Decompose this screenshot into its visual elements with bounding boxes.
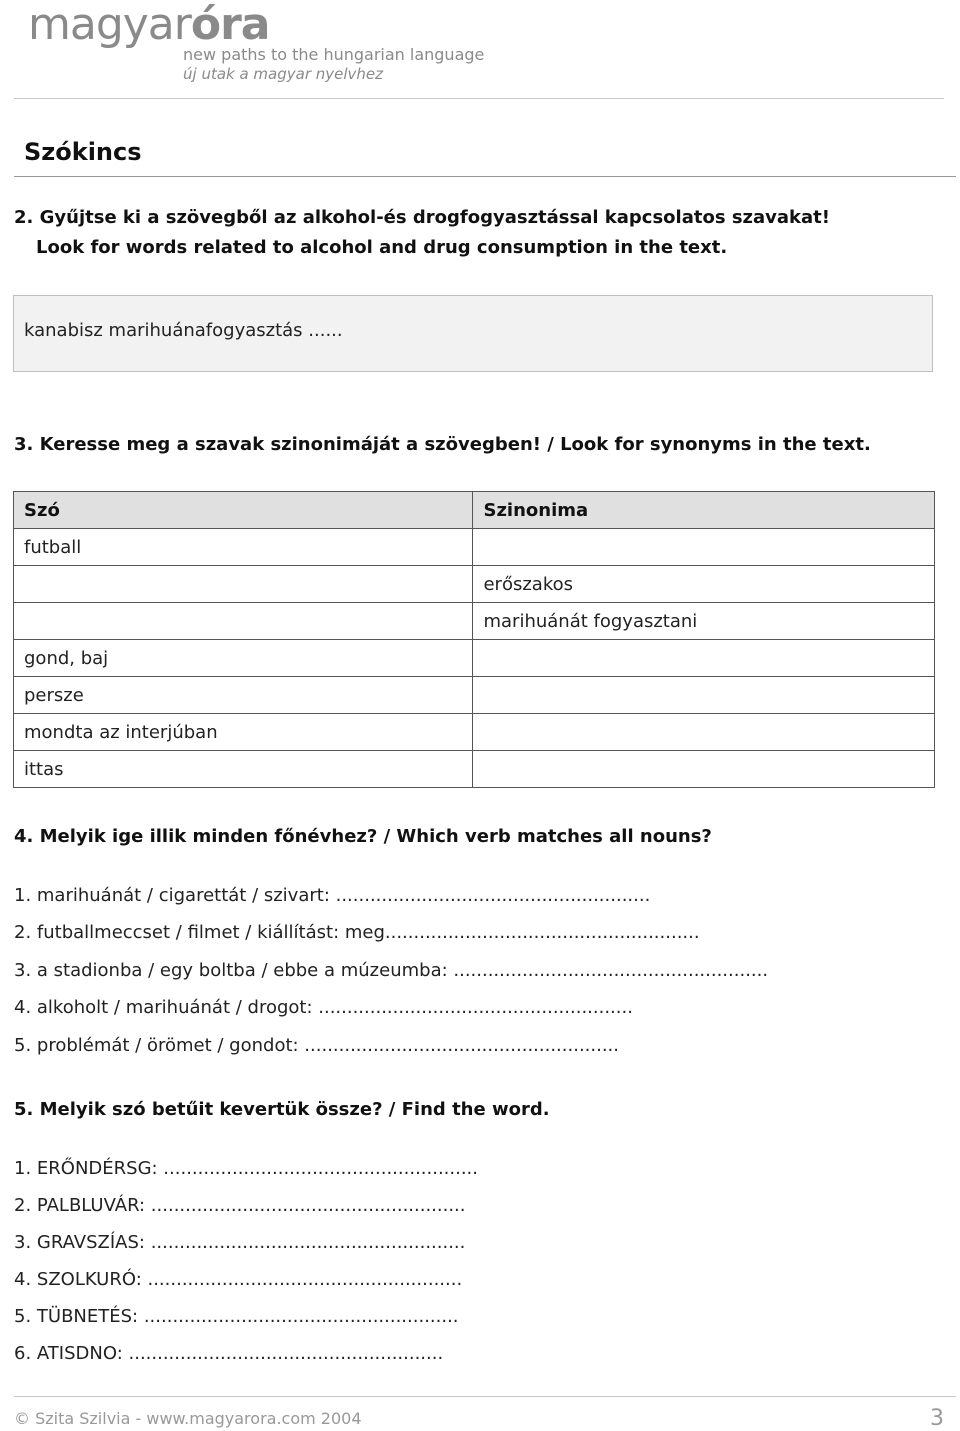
exercise4-item: 4. alkoholt / marihuánát / drogot: .......................................................	[14, 997, 633, 1018]
header-divider	[14, 98, 944, 99]
table-row	[14, 640, 935, 677]
synonym-cell[interactable]	[473, 529, 935, 566]
table-row	[14, 677, 935, 714]
logo-text-bold: óra	[190, 0, 270, 50]
table-row	[14, 714, 935, 751]
exercise5-item: 4. SZOLKURÓ: .......................................................	[14, 1269, 463, 1290]
table-row	[14, 529, 935, 566]
footer-divider	[14, 1396, 956, 1397]
synonym-cell[interactable]	[473, 714, 935, 751]
exercise5-item: 6. ATISDNO: .......................................................	[14, 1343, 444, 1364]
exercise4-item: 2. futballmeccset / filmet / kiállítást: meg.......................................................	[14, 922, 700, 943]
word-cell[interactable]: ittas	[14, 751, 473, 788]
title-divider	[14, 176, 956, 177]
section-title: Szókincs	[24, 138, 142, 166]
exercise4-item: 5. problémát / örömet / gondot: .......................................................	[14, 1035, 619, 1056]
exercise4-item: 1. marihuánát / cigarettát / szivart: .......................................................	[14, 885, 651, 906]
exercise2-instruction-en: Look for words related to alcohol and drug consumption in the text.	[36, 237, 728, 258]
header-synonym: Szinonima	[473, 492, 935, 529]
exercise3-instruction: 3. Keresse meg a szavak szinonimáját a szövegben! / Look for synonyms in the text.	[14, 434, 871, 455]
header-word: Szó	[14, 492, 473, 529]
exercise2-instruction-hu: 2. Gyűjtse ki a szövegből az alkohol-és drogfogyasztással kapcsolatos szavakat!	[14, 207, 830, 228]
page-number: 3	[930, 1406, 944, 1431]
synonym-cell[interactable]: marihuánát fogyasztani	[473, 603, 935, 640]
footer-copyright: © Szita Szilvia - www.magyarora.com 2004	[14, 1409, 362, 1428]
table-row	[14, 566, 935, 603]
synonym-cell[interactable]	[473, 751, 935, 788]
exercise5-item: 1. ERŐNDÉRSG: .......................................................	[14, 1158, 479, 1179]
synonym-cell[interactable]	[473, 677, 935, 714]
word-cell[interactable]: gond, baj	[14, 640, 473, 677]
word-cell[interactable]	[14, 603, 473, 640]
table-header-row	[14, 492, 935, 529]
word-cell[interactable]: mondta az interjúban	[14, 714, 473, 751]
synonym-cell[interactable]: erőszakos	[473, 566, 935, 603]
exercise5-item: 5. TÜBNETÉS: .......................................................	[14, 1306, 459, 1327]
logo	[28, 0, 269, 50]
exercise5-item: 2. PALBLUVÁR: .......................................................	[14, 1195, 466, 1216]
exercise5-item: 3. GRAVSZÍAS: .......................................................	[14, 1232, 466, 1253]
synonym-table	[13, 491, 935, 788]
table-row	[14, 751, 935, 788]
logo-text-light: magyar	[28, 0, 191, 50]
synonym-cell[interactable]	[473, 640, 935, 677]
word-cell[interactable]	[14, 566, 473, 603]
tagline-hu: új utak a magyar nyelvhez	[183, 65, 384, 83]
exercise4-instruction: 4. Melyik ige illik minden főnévhez? / Which verb matches all nouns?	[14, 826, 712, 847]
tagline-en: new paths to the hungarian language	[183, 45, 485, 64]
word-cell[interactable]: persze	[14, 677, 473, 714]
table-row	[14, 603, 935, 640]
word-cell[interactable]: futball	[14, 529, 473, 566]
exercise5-instruction: 5. Melyik szó betűit kevertük össze? / Find the word.	[14, 1099, 550, 1120]
exercise2-box-text: kanabisz marihuánafogyasztás ......	[24, 320, 343, 341]
exercise4-item: 3. a stadionba / egy boltba / ebbe a múzeumba: .......................................................	[14, 960, 769, 981]
